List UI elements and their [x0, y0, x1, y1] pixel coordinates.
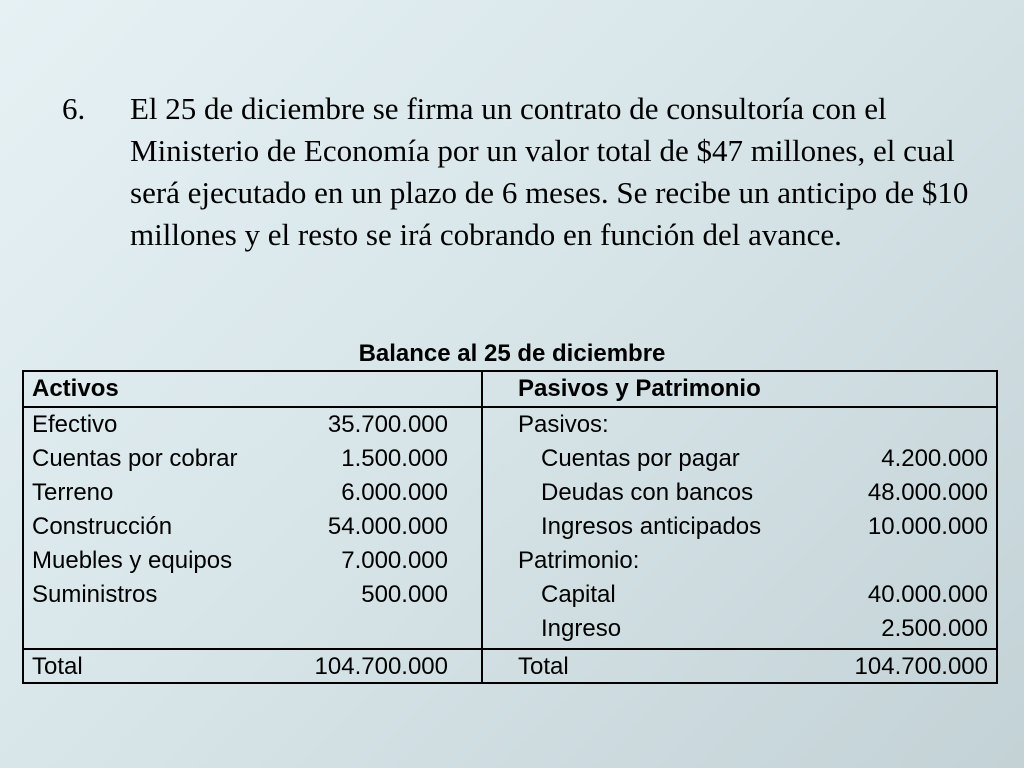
equity-label: Capital — [541, 581, 616, 608]
liability-value: 48.000.000 — [867, 479, 988, 506]
total-liabilities-label: Total — [518, 653, 569, 680]
asset-value: 35.700.000 — [327, 411, 448, 438]
problem-statement — [62, 88, 982, 256]
assets-header: Activos — [32, 375, 119, 402]
problem-text: El 25 de diciembre se firma un contrato de consultoría con el Ministerio de Economía por un valor total de $47 millones, el cual será ejecutado en un plazo de 6 meses. Se recibe un anticipo de $10 millones y el resto se irá cobrando en función del avance. — [130, 91, 969, 252]
liability-label: Ingresos anticipados — [541, 513, 762, 540]
asset-value: 7.000.000 — [341, 547, 448, 574]
asset-label: Muebles y equipos — [32, 547, 233, 574]
column-divider — [481, 372, 483, 682]
total-assets-value: 104.700.000 — [314, 653, 448, 680]
asset-label: Suministros — [32, 581, 158, 608]
asset-value: 6.000.000 — [341, 479, 448, 506]
equity-value: 40.000.000 — [867, 581, 988, 608]
balance-title: Balance al 25 de diciembre — [358, 340, 666, 367]
asset-label: Construcción — [32, 513, 173, 540]
liabilities-section-label: Pasivos: — [518, 411, 609, 438]
total-liabilities-value: 104.700.000 — [854, 653, 988, 680]
total-assets-label: Total — [32, 653, 83, 680]
liability-label: Cuentas por pagar — [541, 445, 740, 472]
liability-label: Deudas con bancos — [541, 479, 754, 506]
asset-label: Cuentas por cobrar — [32, 445, 238, 472]
liability-value: 4.200.000 — [881, 445, 988, 472]
asset-value: 500.000 — [361, 581, 448, 608]
asset-label: Terreno — [32, 479, 114, 506]
liability-value: 10.000.000 — [867, 513, 988, 540]
asset-value: 54.000.000 — [327, 513, 448, 540]
balance-sheet-table — [22, 370, 998, 684]
header-divider — [24, 406, 996, 408]
asset-label: Efectivo — [32, 411, 118, 438]
liabilities-header: Pasivos y Patrimonio — [518, 375, 761, 402]
equity-value: 2.500.000 — [881, 615, 988, 642]
equity-section-label: Patrimonio: — [518, 547, 640, 574]
asset-value: 1.500.000 — [341, 445, 448, 472]
problem-number: 6. — [62, 91, 86, 126]
equity-label: Ingreso — [541, 615, 622, 642]
